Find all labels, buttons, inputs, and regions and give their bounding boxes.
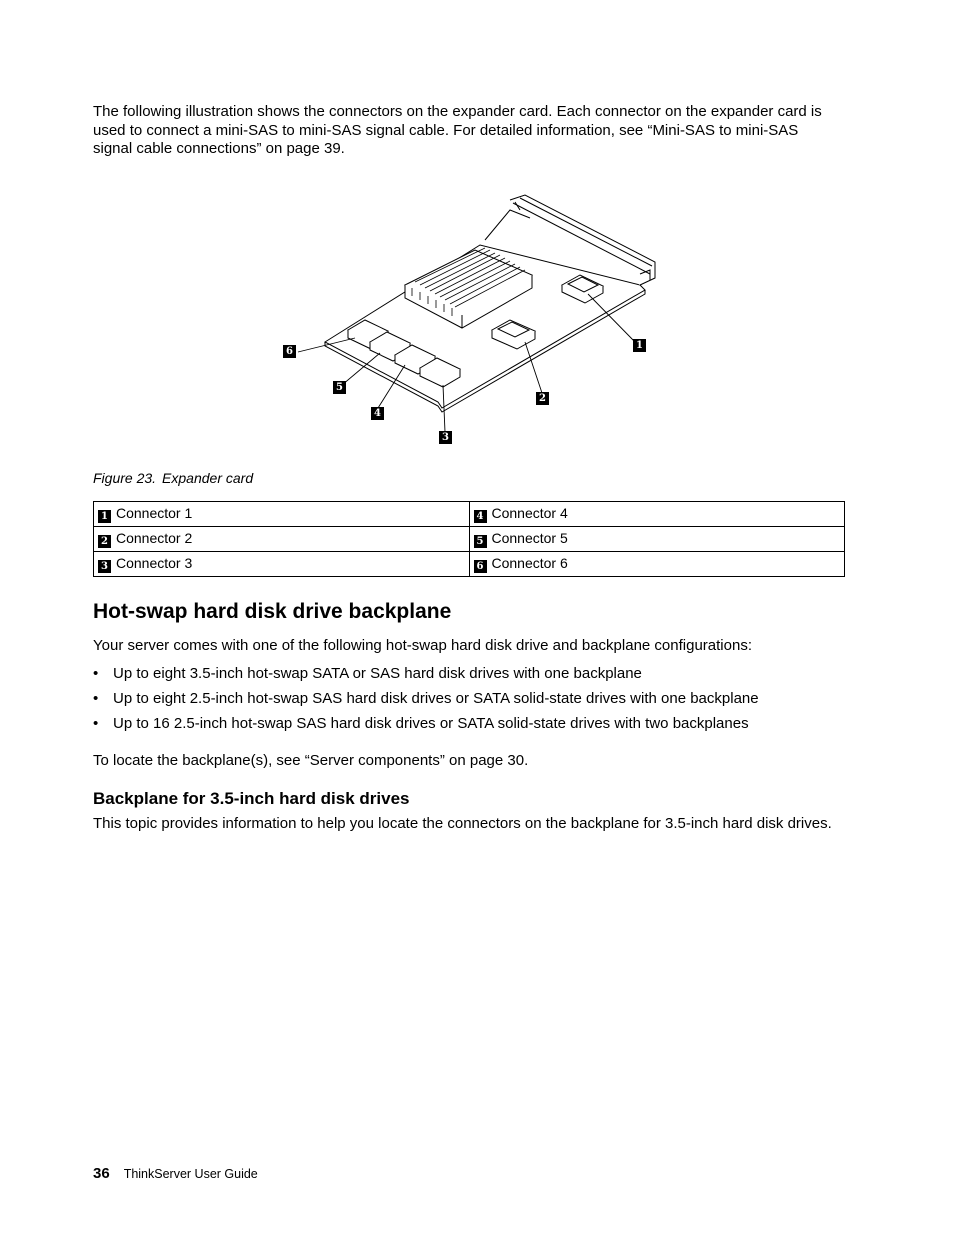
legend-label: Connector 5 — [491, 530, 568, 546]
legend-cell — [94, 552, 470, 577]
legend-label: Connector 4 — [491, 505, 568, 521]
legend-number: 5 — [474, 535, 487, 548]
legend-number: 6 — [474, 560, 487, 573]
intro-paragraph: The following illustration shows the connectors on the expander card. Each connector on the expander card is used to connect a mini-SAS to mini-SAS signal cable. For detailed information, see “Mini-SAS to mini-SAS signal cable connections” on page 39. — [93, 103, 822, 157]
backplane-description: This topic provides information to help you locate the connectors on the backplane for 3.5-inch hard disk drives. — [93, 815, 832, 832]
config-list — [93, 665, 853, 740]
expander-card-illustration — [270, 190, 690, 450]
expander-card-figure — [270, 190, 690, 450]
legend-label: Connector 2 — [116, 530, 193, 546]
legend-number: 3 — [98, 560, 111, 573]
legend-number: 4 — [474, 510, 487, 523]
legend-label: Connector 1 — [116, 505, 193, 521]
callout-4: 4 — [371, 407, 384, 420]
section-heading: Hot-swap hard disk drive backplane — [93, 600, 452, 623]
callout-5: 5 — [333, 381, 346, 394]
table-row — [94, 502, 845, 527]
callout-1: 1 — [633, 339, 646, 352]
legend-cell — [94, 502, 470, 527]
page-footer — [93, 1165, 258, 1182]
legend-label: Connector 6 — [491, 555, 568, 571]
legend-number: 1 — [98, 510, 111, 523]
legend-cell — [94, 527, 470, 552]
table-row — [94, 527, 845, 552]
guide-title: ThinkServer User Guide — [123, 1167, 258, 1181]
legend-cell — [469, 502, 845, 527]
list-item: • Up to eight 3.5-inch hot-swap SATA or SAS hard disk drives with one backplane — [93, 665, 853, 690]
configs-intro-paragraph: Your server comes with one of the following hot-swap hard disk drive and backplane configurations: — [93, 637, 752, 654]
subsection-heading: Backplane for 3.5-inch hard disk drives — [93, 789, 410, 808]
connector-legend-table — [93, 501, 845, 577]
list-item: • Up to eight 2.5-inch hot-swap SAS hard disk drives or SATA solid-state drives with one backplane — [93, 690, 853, 715]
legend-label: Connector 3 — [116, 555, 193, 571]
figure-caption — [93, 470, 253, 486]
legend-cell — [469, 527, 845, 552]
figure-caption-label: Figure 23. — [93, 470, 157, 486]
table-row — [94, 552, 845, 577]
legend-number: 2 — [98, 535, 111, 548]
callout-6: 6 — [283, 345, 296, 358]
list-item: • Up to 16 2.5-inch hot-swap SAS hard disk drives or SATA solid-state drives with two backplanes — [93, 715, 853, 740]
legend-cell — [469, 552, 845, 577]
page-number: 36 — [93, 1165, 110, 1182]
callout-2: 2 — [536, 392, 549, 405]
figure-caption-title: Expander card — [162, 470, 254, 486]
callout-3: 3 — [439, 431, 452, 444]
locate-paragraph: To locate the backplane(s), see “Server components” on page 30. — [93, 752, 529, 769]
